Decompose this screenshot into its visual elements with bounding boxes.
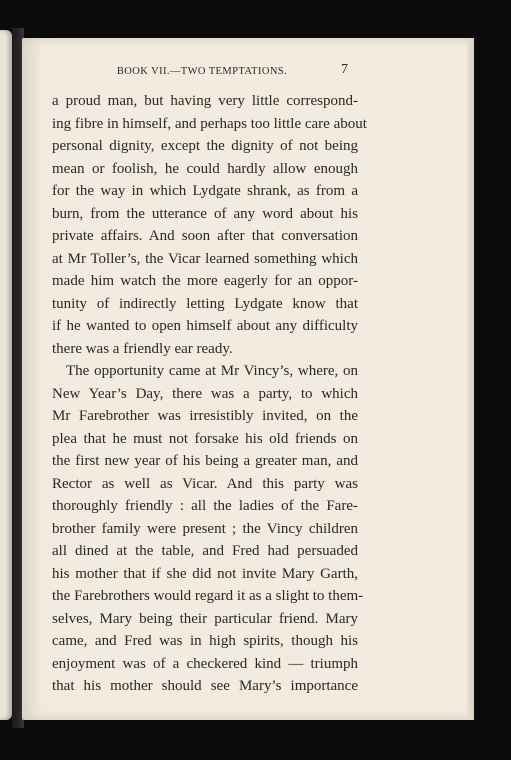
page-fore-edge [468,38,474,720]
text-line: if he wanted to open himself about any difficulty [52,318,358,334]
text-line: ing fibre in himself, and perhaps too little care about [52,115,367,132]
text-line: the Farebrothers would regard it as a slight to them- [52,588,364,604]
text-line: at Mr Toller’s, the Vicar learned something which [52,250,358,267]
text-line: all dined at the table, and Fred had persuaded [52,543,358,559]
text-line: personal dignity, except the dignity of not being [52,138,358,154]
text-line: his mother that if she did not invite Mary Garth, [52,565,358,582]
body-text [52,90,367,698]
text-line: New Year’s Day, there was a party, to which [52,385,358,402]
text-line: plea that he must not forsake his old friends on [52,430,358,447]
text-line: burn, from the utterance of any word about his [52,205,358,222]
text-line: mean or foolish, he could hardly allow enough [52,160,358,177]
text-line: Rector as well as Vicar. And this party was [52,475,358,492]
text-line: thoroughly friendly : all the ladies of the Fare- [52,498,358,514]
text-line: private affairs. And soon after that conversation [52,228,358,244]
text-line: came, and Fred was in high spirits, though his [52,633,358,649]
text-line: The opportunity came at Mr Vincy’s, where, on [66,363,358,379]
text-line: that his mother should see Mary’s importance [52,678,358,694]
text-line: Mr Farebrother was irresistibly invited, on the [52,408,358,424]
running-head: BOOK VII.—TWO TEMPTATIONS. [116,66,288,77]
text-line: selves, Mary being their particular friend. Mary [52,610,358,627]
text-line: there was a friendly ear ready. [52,340,233,357]
text-line: brother family were present ; the Vincy children [52,520,358,537]
text-line: the first new year of his being a greater man, and [52,453,358,469]
previous-page-edge [0,30,12,720]
text-line: for the way in which Lydgate shrank, as from a [52,183,358,199]
text-line: a proud man, but having very little correspond- [52,93,358,109]
text-line: tunity of indirectly letting Lydgate know that [52,295,358,312]
text-line: enjoyment was of a checkered kind — triumph [52,655,358,672]
page-number: 7 [341,62,348,77]
text-line: made him watch the more eagerly for an oppor- [52,273,358,289]
